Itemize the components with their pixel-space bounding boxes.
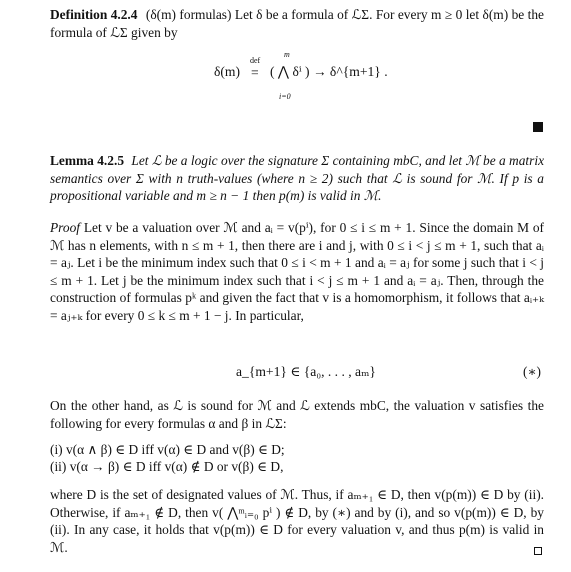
definition-line1: Let δ be a formula of ℒΣ. For every m ≥ 0 let xyxy=(234,7,480,22)
lemma-paragraph xyxy=(50,152,544,205)
lemma-label: Lemma 4.2.5 xyxy=(50,153,125,168)
definition-display-eq: = xyxy=(251,65,259,80)
definition-title: (δ(m) formulas) xyxy=(145,7,232,22)
proof-paragraph-1 xyxy=(50,219,544,325)
definition-display-def: def xyxy=(250,56,261,65)
definition-display-upper: m xyxy=(284,50,290,59)
lemma-text: Let ℒ be a logic over the signature Σ containing mbC, and let ℳ be a matrix semantics over Σ with n truth-values (where n ≥ 2) such that ℒ is sound for ℳ. If p is a propositional variable and m ≥ n − 1 then p(m) is valid in ℳ. xyxy=(50,153,545,204)
end-of-proof-square xyxy=(534,547,542,555)
proof-item-2: (ii) v(α → β) ∈ D iff v(α) ∉ D or v(β) ∈ D, xyxy=(50,459,284,474)
definition-display-lhs: δ(m) xyxy=(214,64,241,79)
proof-para1: Let v be a valuation over ℳ and aᵢ = v(pⁱ), for 0 ≤ i ≤ m + 1. Since the domain M of ℳ has n elements, with n ≤ m + 1, then there are i and j, with 0 ≤ i < j ≤ m + 1, such that aᵢ = aⱼ. Let i be the minimum index such that 0 ≤ i < m + 1 and aᵢ = aⱼ for some j such that i < j ≤ m + 1. Let j be the minimum index such that i < j ≤ m + 1 and aᵢ = aⱼ. Then, through the construction of formulas pᵏ and given the fact that v is a homomorphism, it follows that aᵢ₊ₖ = aⱼ₊ₖ for every 0 ≤ k ≤ m + 1 − j. In particular, xyxy=(50,220,544,323)
definition-paragraph xyxy=(50,6,544,41)
proof-display-ref: (∗) xyxy=(523,364,542,379)
definition-line2: δ(m) be the formula of ℒΣ given by xyxy=(50,7,544,40)
proof-paragraph-2: On the other hand, as ℒ is sound for ℳ and ℒ extends mbC, the valuation v satisfies the following for every formulas α and β in ℒΣ: xyxy=(50,398,544,431)
definition-display-lower: i=0 xyxy=(279,92,291,101)
definition-label: Definition 4.2.4 xyxy=(50,7,138,22)
proof-display: a_{m+1} ∈ {a₀, . . . , aₘ} xyxy=(236,364,376,379)
end-of-definition-square xyxy=(533,122,543,132)
proof-item-1: (i) v(α ∧ β) ∈ D iff v(α) ∈ D and v(β) ∈ D; xyxy=(50,442,285,457)
proof-paragraph-3: where D is the set of designated values of ℳ. Thus, if aₘ₊₁ ∈ D, then v(p(m)) ∈ D by (ii). Otherwise, if aₘ₊₁ ∉ D, then v( ⋀ᵐᵢ₌₀ pⁱ ) ∉ D, by (∗) and by (i), and so v(p(m)) ∈ D, by (ii). In any case, it holds that v(p(m)) ∈ D for every valuation v, and thus p(m) is valid in ℳ. xyxy=(50,487,544,555)
definition-display-body: ( ⋀ δⁱ ) → δ^{m+1} . xyxy=(270,64,388,79)
proof-label: Proof xyxy=(50,220,81,235)
